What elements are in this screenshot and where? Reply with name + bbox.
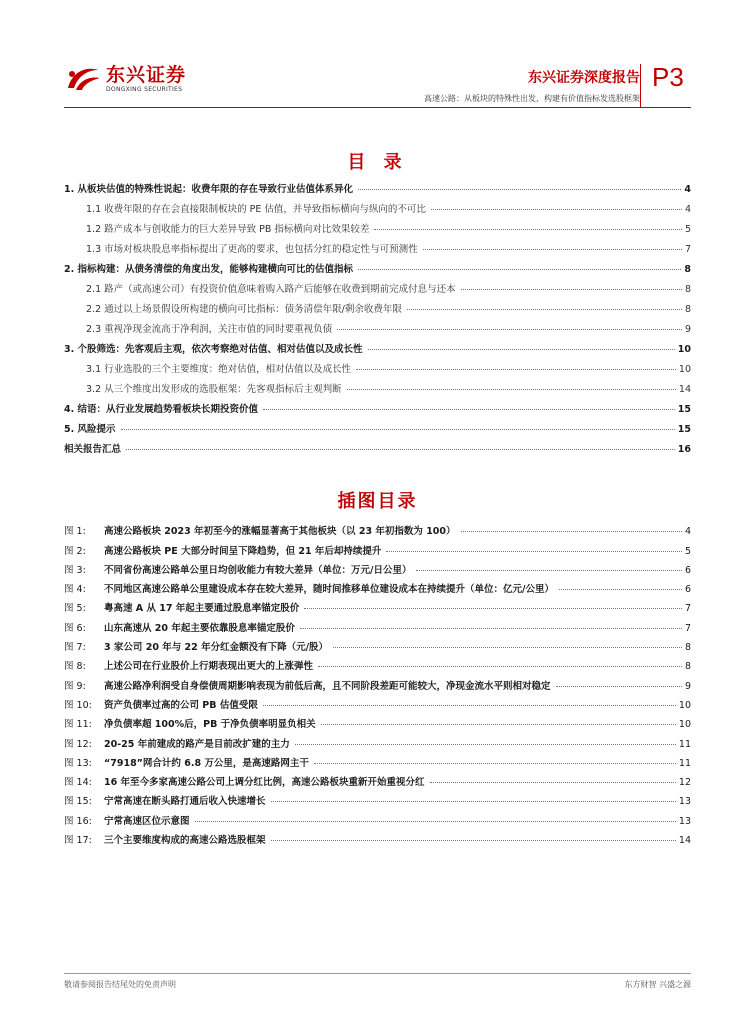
toc-entry-text: 2.2 通过以上场景假设所构建的横向可比指标：债务清偿年限/剩余收费年限 — [86, 301, 404, 315]
footer-slogan: 东方财智 兴盛之源 — [624, 980, 691, 989]
figure-label: 图 14: — [64, 777, 92, 789]
toc-entry-page: 14 — [678, 384, 691, 395]
figure-entry[interactable] — [64, 614, 691, 633]
logo-en-text: DONGXING SECURITIES — [106, 86, 183, 93]
toc-entry[interactable] — [64, 375, 691, 395]
figure-title: 高速公路板块 2023 年初至今的涨幅显著高于其他板块（以 23 年初指数为 100） — [104, 526, 456, 538]
figure-label: 图 2: — [64, 545, 86, 557]
dot-leader — [356, 369, 676, 370]
figure-entry[interactable] — [64, 769, 691, 788]
figure-page: 8 — [684, 642, 691, 654]
figure-page: 13 — [678, 815, 691, 827]
dot-leader — [430, 782, 676, 783]
toc-entry-page: 5 — [684, 224, 691, 235]
figure-list-title: 插图目录 — [337, 491, 418, 512]
toc-entry-text: 相关报告汇总 — [64, 441, 123, 455]
dot-leader — [431, 209, 682, 210]
toc-entry-text: 3.2 从三个维度出发形成的选股框架：先客观指标后主观判断 — [86, 381, 344, 395]
figure-page: 8 — [684, 661, 691, 673]
figure-page: 5 — [684, 545, 691, 557]
dot-leader — [347, 389, 676, 390]
figure-page: 4 — [684, 526, 691, 538]
figure-label: 图 8: — [64, 661, 86, 673]
toc-entry-text: 1.2 路产成本与创收能力的巨大差异导致 PB 指标横向对比效果较差 — [86, 221, 371, 235]
toc-entry-page: 9 — [684, 324, 691, 335]
figure-title: 净负债率超 100%后，PB 于净负债率明显负相关 — [104, 719, 316, 731]
dot-leader — [416, 570, 681, 571]
dot-leader — [423, 249, 682, 250]
figure-page: 6 — [684, 564, 691, 576]
dot-leader — [368, 349, 675, 350]
toc-entry[interactable] — [64, 435, 691, 455]
figure-entry[interactable] — [64, 711, 691, 730]
dot-leader — [300, 628, 682, 629]
figure-title: 20-25 年前建成的路产是目前改扩建的主力 — [104, 738, 290, 750]
toc-entry-page: 10 — [677, 344, 691, 355]
figure-list — [64, 518, 691, 846]
figure-title: 粤高速 A 从 17 年起主要通过股息率锚定股价 — [104, 603, 300, 615]
figure-label: 图 15: — [64, 796, 92, 808]
dot-leader — [333, 647, 682, 648]
dot-leader — [271, 801, 676, 802]
dot-leader — [407, 309, 682, 310]
figure-label: 图 7: — [64, 642, 86, 654]
dot-leader — [461, 531, 682, 532]
toc-entry[interactable] — [64, 315, 691, 335]
figure-title: 不同省份高速公路单公里日均创收能力有较大差异（单位：万元/日公里） — [104, 564, 412, 576]
dot-leader — [295, 744, 676, 745]
figure-page: 9 — [684, 680, 691, 692]
figure-page: 7 — [684, 603, 691, 615]
dot-leader — [556, 686, 682, 687]
figure-entry[interactable] — [64, 557, 691, 576]
figure-title: 高速公路板块 PE 大部分时间呈下降趋势，但 21 年后却持续提升 — [104, 545, 382, 557]
figure-label: 图 13: — [64, 757, 92, 769]
figure-label: 图 6: — [64, 622, 86, 634]
toc-entry[interactable] — [64, 175, 691, 195]
dot-leader — [126, 449, 675, 450]
toc-entry-page: 8 — [684, 304, 691, 315]
dot-leader — [559, 589, 682, 590]
toc-entry-page: 4 — [684, 184, 691, 195]
dot-leader — [358, 189, 681, 190]
toc-entry-page: 8 — [684, 264, 691, 275]
dot-leader — [121, 429, 675, 430]
toc-entry-text: 1.1 收费年限的存在会直接限制板块的 PE 估值，并导致指标横向与纵向的不可比 — [86, 201, 428, 215]
toc-entry[interactable] — [64, 395, 691, 415]
figure-label: 图 5: — [64, 603, 86, 615]
toc-entry-text: 2.1 路产（或高速公司）有投资价值意味着购入路产后能够在收费到期前完成付息与还本 — [86, 281, 458, 295]
figure-label: 图 12: — [64, 738, 92, 750]
dot-leader — [271, 840, 676, 841]
figure-title: 宁常高速区位示意图 — [104, 815, 190, 827]
toc-entry-text: 1. 从板块估值的特殊性说起：收费年限的存在导致行业估值体系异化 — [64, 181, 355, 195]
toc-entry[interactable] — [64, 235, 691, 255]
toc-entry-page: 10 — [678, 364, 691, 375]
dot-leader — [263, 409, 675, 410]
figure-entry[interactable] — [64, 807, 691, 826]
dot-leader — [358, 269, 681, 270]
dot-leader — [337, 329, 682, 330]
report-subtitle: 高速公路：从板块的特殊性出发，构建有价值指标发选股框架 — [424, 94, 640, 103]
figure-entry[interactable] — [64, 595, 691, 614]
dot-leader — [304, 608, 682, 609]
figure-title: 不同地区高速公路单公里建设成本存在较大差异，随时间推移单位建设成本在持续提升（单位：亿元/公里） — [104, 584, 554, 596]
page-number: P3 — [652, 62, 684, 92]
figure-title: 高速公路净利润受自身偿债周期影响表现为前低后高，且不同阶段差距可能较大，净现金流水平则相对稳定 — [104, 680, 551, 692]
figure-page: 14 — [678, 835, 691, 847]
figure-entry[interactable] — [64, 518, 691, 537]
header-rule — [64, 107, 691, 108]
toc-entry-text: 1.3 市场对板块股息率指标提出了更高的要求，也包括分红的稳定性与可预测性 — [86, 241, 420, 255]
figure-page: 12 — [678, 777, 691, 789]
logo-cn-text: 东兴证券 — [106, 64, 187, 86]
toc-entry-text: 3. 个股筛选：先客观后主观，依次考察绝对估值、相对估值以及成长性 — [64, 341, 365, 355]
toc-entry-text: 4. 结语：从行业发展趋势看板块长期投资价值 — [64, 401, 260, 415]
figure-page: 10 — [678, 719, 691, 731]
toc-entry[interactable] — [64, 355, 691, 375]
toc-entry[interactable] — [64, 275, 691, 295]
figure-page: 6 — [684, 584, 691, 596]
figure-page: 11 — [678, 757, 691, 769]
figure-label: 图 1: — [64, 526, 86, 538]
toc-entry[interactable] — [64, 255, 691, 275]
figure-entry[interactable] — [64, 827, 691, 846]
toc-entry-page: 4 — [684, 204, 691, 215]
figure-page: 13 — [678, 796, 691, 808]
toc-entry-page: 15 — [677, 404, 691, 415]
figure-entry[interactable] — [64, 537, 691, 556]
figure-label: 图 10: — [64, 699, 92, 711]
toc-entry-page: 16 — [677, 444, 691, 455]
table-of-contents — [64, 175, 691, 455]
figure-label: 图 4: — [64, 584, 86, 596]
header-divider — [640, 64, 641, 108]
figure-entry[interactable] — [64, 730, 691, 749]
toc-entry-text: 5. 风险提示 — [64, 421, 118, 435]
figure-title: 上述公司在行业股价上行期表现出更大的上涨弹性 — [104, 661, 314, 673]
figure-label: 图 9: — [64, 680, 86, 692]
toc-entry[interactable] — [64, 195, 691, 215]
dot-leader — [374, 229, 682, 230]
figure-label: 图 16: — [64, 815, 92, 827]
disclaimer-note: 敬请参阅报告结尾处的免责声明 — [64, 980, 176, 989]
toc-entry-page: 7 — [684, 244, 691, 255]
figure-title: “7918”网合计约 6.8 万公里，是高速路网主干 — [104, 757, 309, 769]
figure-page: 7 — [684, 622, 691, 634]
figure-title: 三个主要维度构成的高速公路选股框架 — [104, 835, 266, 847]
toc-entry-text: 2. 指标构建：从债务清偿的角度出发，能够构建横向可比的估值指标 — [64, 261, 355, 275]
figure-page: 11 — [678, 738, 691, 750]
dot-leader — [314, 763, 676, 764]
figure-entry[interactable] — [64, 653, 691, 672]
figure-title: 16 年至今多家高速公路公司上调分红比例，高速公路板块重新开始重视分红 — [104, 777, 425, 789]
toc-entry-page: 15 — [677, 424, 691, 435]
figure-label: 图 3: — [64, 564, 86, 576]
company-logo — [64, 64, 186, 94]
toc-entry[interactable] — [64, 335, 691, 355]
toc-entry-text: 3.1 行业选股的三个主要维度：绝对估值，相对估值以及成长性 — [86, 361, 353, 375]
dot-leader — [263, 705, 676, 706]
figure-entry[interactable] — [64, 672, 691, 691]
report-type: 东兴证券深度报告 — [528, 70, 640, 86]
logo-mark-icon — [64, 64, 102, 94]
figure-title: 山东高速从 20 年起主要依靠股息率锚定股价 — [104, 622, 295, 634]
figure-entry[interactable] — [64, 634, 691, 653]
footer-rule — [64, 973, 691, 974]
toc-entry-text: 2.3 重视净现金流高于净利润，关注市值的同时要重视负债 — [86, 321, 334, 335]
figure-title: 3 家公司 20 年与 22 年分红金额没有下降（元/股） — [104, 642, 329, 654]
figure-title: 资产负债率过高的公司 PB 估值受限 — [104, 699, 258, 711]
toc-title: 目 录 — [347, 152, 408, 173]
figure-label: 图 17: — [64, 835, 92, 847]
toc-entry-page: 8 — [684, 284, 691, 295]
dot-leader — [386, 551, 682, 552]
figure-entry[interactable] — [64, 788, 691, 807]
dot-leader — [461, 289, 682, 290]
dot-leader — [195, 821, 676, 822]
figure-entry[interactable] — [64, 576, 691, 595]
figure-label: 图 11: — [64, 719, 92, 731]
figure-title: 宁常高速在断头路打通后收入快速增长 — [104, 796, 266, 808]
figure-entry[interactable] — [64, 750, 691, 769]
figure-page: 10 — [678, 699, 691, 711]
toc-entry[interactable] — [64, 415, 691, 435]
toc-entry[interactable] — [64, 215, 691, 235]
dot-leader — [318, 666, 682, 667]
figure-entry[interactable] — [64, 692, 691, 711]
toc-entry[interactable] — [64, 295, 691, 315]
dot-leader — [321, 724, 676, 725]
